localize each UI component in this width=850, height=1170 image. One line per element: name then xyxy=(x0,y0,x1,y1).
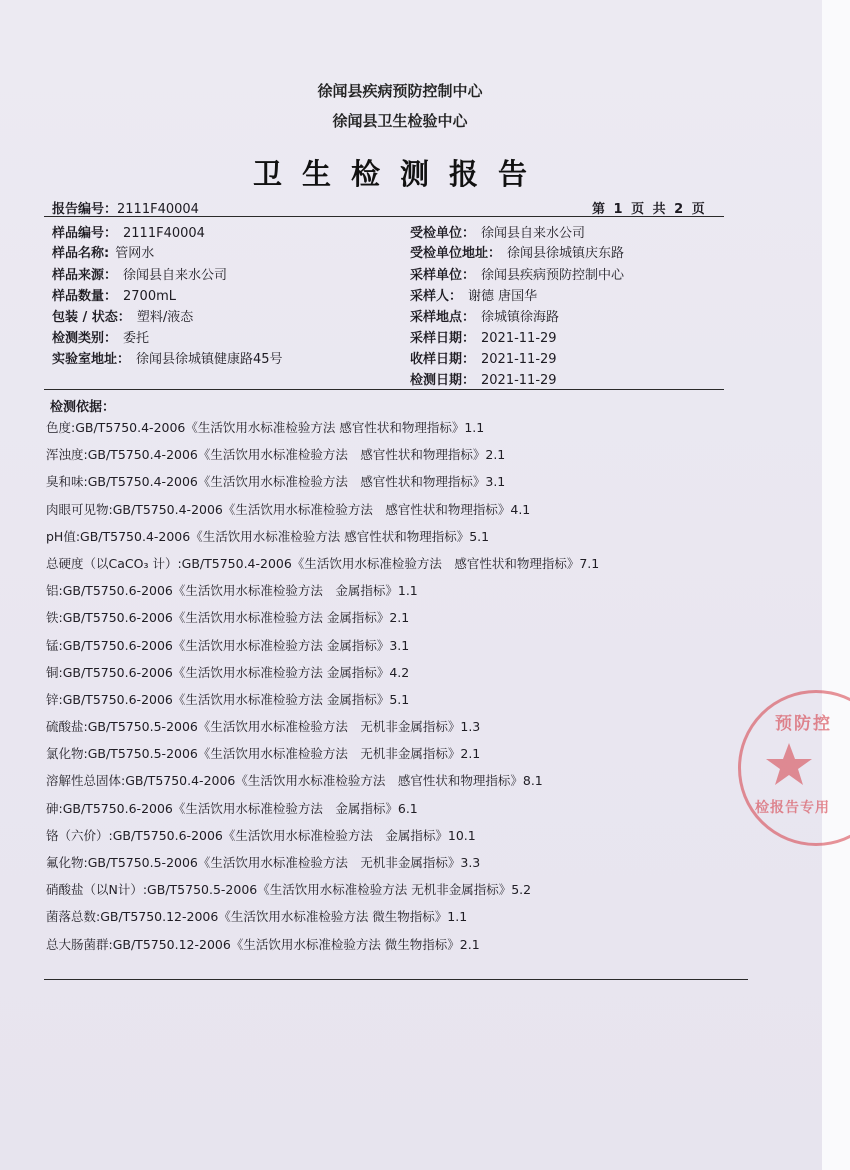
footer-divider xyxy=(44,979,748,980)
report-title: 卫生检测报告 xyxy=(252,157,547,191)
info-label: 样品名称: xyxy=(52,246,110,261)
info-sampler xyxy=(410,285,537,304)
method-list xyxy=(46,414,766,958)
method-item: 锌:GB/T5750.6-2006《生活饮用水标准检验方法 金属指标》5.1 xyxy=(46,691,410,707)
info-value: 2021-11-29 xyxy=(481,352,557,367)
info-inspected-address xyxy=(410,242,624,261)
seal-text-bottom: 检报告专用 xyxy=(755,800,830,816)
method-item: 浑浊度:GB/T5750.4-2006《生活饮用水标准检验方法 感官性状和物理指标》2.1 xyxy=(46,447,506,463)
method-item: 铬（六价）:GB/T5750.6-2006《生活饮用水标准检验方法 金属指标》10.1 xyxy=(46,827,476,843)
report-number-label: 报告编号： xyxy=(52,202,118,217)
info-inspected-unit xyxy=(410,222,585,241)
info-label: 检测类别： xyxy=(52,331,118,346)
method-item: pH值:GB/T5750.4-2006《生活饮用水标准检验方法 感官性状和物理指标》5.1 xyxy=(46,528,490,544)
info-received-date xyxy=(410,348,557,367)
info-label: 样品数量： xyxy=(52,289,118,304)
method-item: 砷:GB/T5750.6-2006《生活饮用水标准检验方法 金属指标》6.1 xyxy=(46,800,418,816)
info-sample-name xyxy=(52,242,154,261)
seal-star-icon xyxy=(741,693,850,843)
info-value: 委托 xyxy=(123,331,150,346)
method-item: 臭和味:GB/T5750.4-2006《生活饮用水标准检验方法 感官性状和物理指标》3.1 xyxy=(46,474,506,490)
basis-title: 检测依据： xyxy=(50,400,116,415)
info-test-category xyxy=(52,327,149,346)
info-label: 采样人： xyxy=(410,289,463,304)
method-item: 铜:GB/T5750.6-2006《生活饮用水标准检验方法 金属指标》4.2 xyxy=(46,664,410,680)
info-value: 2021-11-29 xyxy=(481,373,557,388)
info-value: 塑料/液态 xyxy=(136,310,194,325)
info-sample-quantity xyxy=(52,285,176,304)
page-indicator: 第 1 页 共 2 页 xyxy=(592,202,705,217)
method-item: 锰:GB/T5750.6-2006《生活饮用水标准检验方法 金属指标》3.1 xyxy=(46,637,410,653)
info-label: 采样单位： xyxy=(410,268,476,283)
report-number-value: 2111F40004 xyxy=(117,202,199,217)
info-value: 徐闻县疾病预防控制中心 xyxy=(481,268,625,283)
info-value: 徐闻县徐城镇健康路45号 xyxy=(136,352,283,367)
info-package-state xyxy=(52,306,193,325)
info-label: 受检单位地址： xyxy=(410,246,502,261)
info-sampling-date xyxy=(410,327,557,346)
info-value: 徐闻县自来水公司 xyxy=(123,268,228,283)
info-label: 样品来源： xyxy=(52,268,118,283)
method-item: 溶解性总固体:GB/T5750.4-2006《生活饮用水标准检验方法 感官性状和物理指标》8.1 xyxy=(46,773,543,789)
method-item: 氯化物:GB/T5750.5-2006《生活饮用水标准检验方法 无机非金属指标》2.1 xyxy=(46,746,481,762)
method-item: 氟化物:GB/T5750.5-2006《生活饮用水标准检验方法 无机非金属指标》3.3 xyxy=(46,855,481,870)
method-item: 菌落总数:GB/T5750.12-2006《生活饮用水标准检验方法 微生物指标》1.1 xyxy=(46,909,468,925)
info-value: 管网水 xyxy=(115,246,155,261)
info-value: 徐闻县徐城镇庆东路 xyxy=(507,246,625,261)
method-item: 总硬度（以CaCO₃ 计）:GB/T5750.4-2006《生活饮用水标准检验方法 感官性状和物理指标》7.1 xyxy=(46,555,600,571)
info-test-date xyxy=(410,369,557,388)
method-item: 色度:GB/T5750.4-2006《生活饮用水标准检验方法 感官性状和物理指标》1.1 xyxy=(46,420,485,435)
info-value: 2700mL xyxy=(123,289,177,304)
info-sample-source xyxy=(52,264,227,283)
info-label: 收样日期： xyxy=(410,352,476,367)
org-name-lab: 徐闻县卫生检验中心 xyxy=(332,112,468,130)
info-sample-number xyxy=(52,222,205,241)
method-item: 硝酸盐（以N计）:GB/T5750.5-2006《生活饮用水标准检验方法 无机非金属指标》5.2 xyxy=(46,882,532,898)
info-label: 包装 / 状态： xyxy=(52,310,131,325)
seal-text-top: 预防控 xyxy=(775,714,832,734)
info-label: 受检单位： xyxy=(410,226,476,241)
info-label: 样品编号： xyxy=(52,226,118,241)
method-item: 肉眼可见物:GB/T5750.4-2006《生活饮用水标准检验方法 感官性状和物理指标》4.1 xyxy=(46,501,531,517)
info-divider xyxy=(44,389,724,390)
info-value: 徐城镇徐海路 xyxy=(481,310,560,325)
official-seal xyxy=(738,690,850,846)
info-label: 检测日期： xyxy=(410,373,476,388)
method-item: 铝:GB/T5750.6-2006《生活饮用水标准检验方法 金属指标》1.1 xyxy=(46,583,418,599)
info-value: 2111F40004 xyxy=(123,226,205,241)
info-sampling-unit xyxy=(410,264,624,283)
method-item: 铁:GB/T5750.6-2006《生活饮用水标准检验方法 金属指标》2.1 xyxy=(46,610,410,626)
info-value: 徐闻县自来水公司 xyxy=(481,226,586,241)
info-label: 采样日期： xyxy=(410,331,476,346)
info-label: 实验室地址： xyxy=(52,352,131,367)
info-value: 2021-11-29 xyxy=(481,331,557,346)
info-value: 谢德 唐国华 xyxy=(468,289,538,304)
report-number xyxy=(52,198,199,217)
scan-margin xyxy=(822,0,850,1170)
method-item: 总大肠菌群:GB/T5750.12-2006《生活饮用水标准检验方法 微生物指标》2.1 xyxy=(46,936,480,952)
info-sampling-site xyxy=(410,306,559,325)
org-name-cdc: 徐闻县疾病预防控制中心 xyxy=(317,82,483,100)
info-lab-address xyxy=(52,348,283,367)
header-divider xyxy=(44,216,724,217)
method-item: 硫酸盐:GB/T5750.5-2006《生活饮用水标准检验方法 无机非金属指标》1.3 xyxy=(46,719,481,735)
info-label: 采样地点： xyxy=(410,310,476,325)
